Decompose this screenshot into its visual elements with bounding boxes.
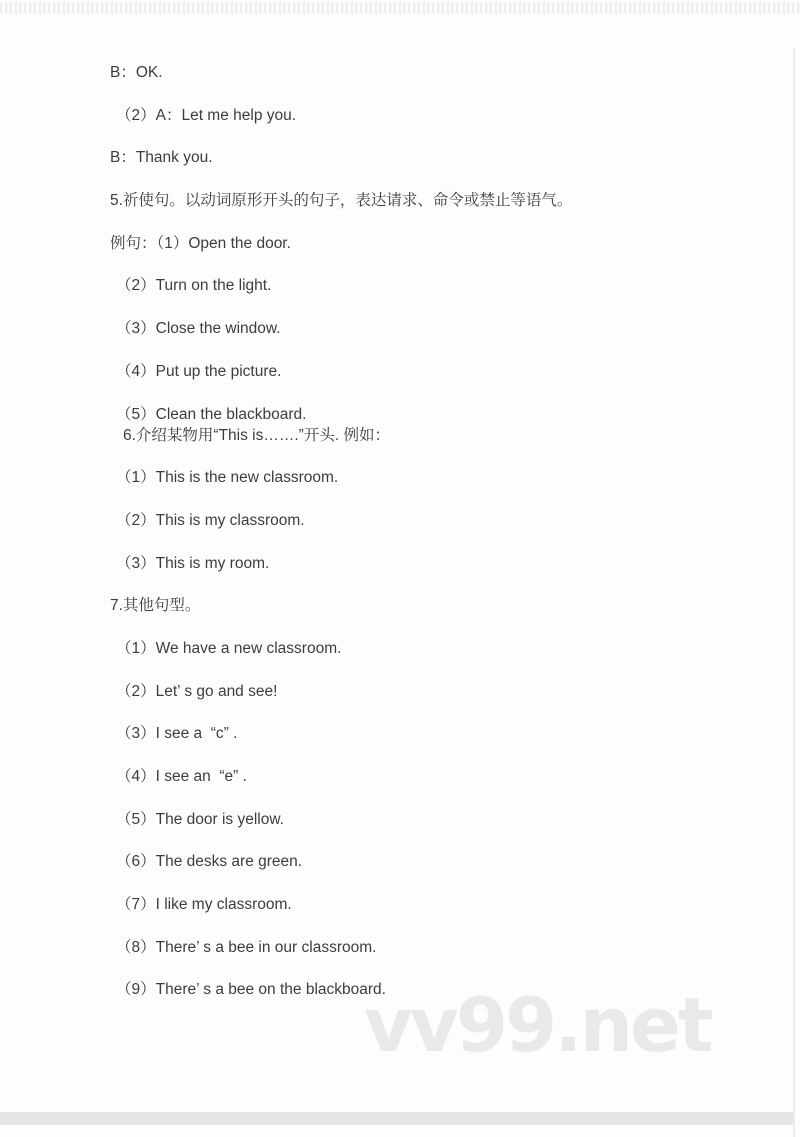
text-line: （3）I see a “c” . <box>116 725 238 743</box>
text-line: （2）Let’ s go and see! <box>116 682 278 700</box>
text-line: （4）Put up the picture. <box>116 362 282 380</box>
footer-bar <box>0 1112 794 1125</box>
text-line: （1）We have a new classroom. <box>116 639 342 657</box>
text-line: （7）I like my classroom. <box>116 896 292 914</box>
text-line: 5.祈使句。以动词原形开头的句子，表达请求、命令或禁止等语气。 <box>110 192 573 210</box>
text-line: （6）The desks are green. <box>116 853 303 871</box>
text-line: （2）Turn on the light. <box>116 277 272 295</box>
text-line: （3）Close the window. <box>116 320 281 338</box>
text-line: （2）A：Let me help you. <box>116 106 297 124</box>
text-line: （5）The door is yellow. <box>116 810 284 828</box>
text-line: （2）This is my classroom. <box>116 511 305 529</box>
text-line: （1）This is the new classroom. <box>116 469 339 487</box>
watermark: vv99.net <box>364 981 711 1069</box>
text-line: （8）There’ s a bee in our classroom. <box>116 938 377 956</box>
text-line: 例句：（1）Open the door. <box>110 234 291 252</box>
text-line: B：OK. <box>110 64 163 81</box>
page-right-edge <box>793 48 795 1137</box>
text-line: 7.其他句型。 <box>110 597 201 615</box>
text-line: （9）There’ s a bee on the blackboard. <box>116 981 386 999</box>
text-line: （3）This is my room. <box>116 554 270 572</box>
text-line: （5）Clean the blackboard. <box>116 405 307 423</box>
text-line: 6.介绍某物用“This is…….”开头. 例如： <box>123 426 390 444</box>
text-line: B：Thank you. <box>110 149 213 167</box>
text-line: （4）I see an “e” . <box>116 768 247 785</box>
